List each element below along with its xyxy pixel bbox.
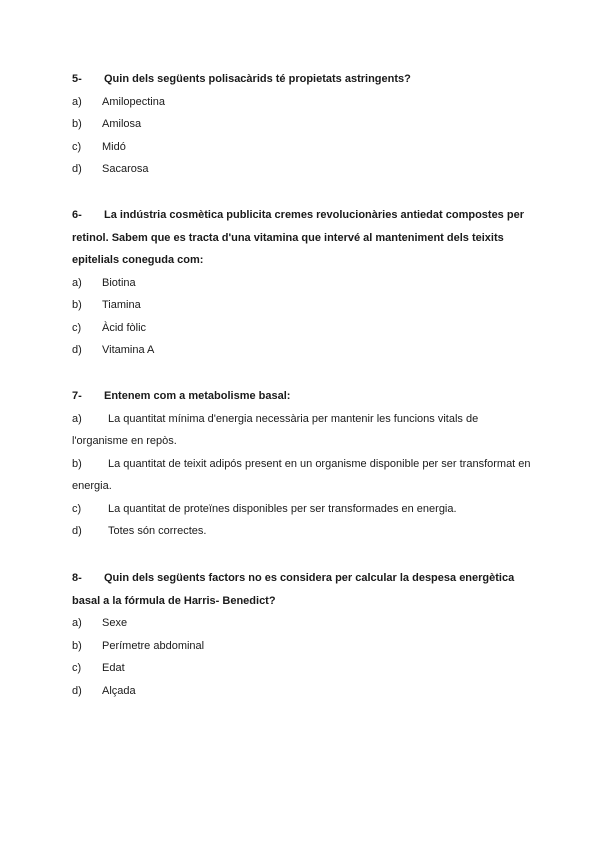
- option-c: [72, 498, 532, 521]
- option-letter: d): [72, 525, 82, 537]
- option-a: [72, 91, 532, 114]
- question-text: Entenem com a metabolisme basal:: [104, 390, 291, 402]
- question-title: [72, 567, 532, 612]
- option-text: Totes són correctes.: [108, 525, 207, 537]
- question-7: [72, 385, 532, 543]
- option-text: Vitamina A: [102, 344, 155, 356]
- option-letter: a): [72, 617, 82, 629]
- question-title: [72, 385, 532, 408]
- option-letter: c): [72, 321, 82, 334]
- option-d: [72, 339, 532, 362]
- option-c: [72, 657, 532, 680]
- option-letter: c): [72, 662, 82, 674]
- option-text: Biotina: [102, 276, 136, 289]
- question-number: 6-: [72, 209, 82, 221]
- option-b: [72, 453, 532, 498]
- option-d: [72, 680, 532, 703]
- option-text: Sacarosa: [102, 163, 149, 175]
- option-text: Amilosa: [102, 118, 142, 130]
- question-title: [72, 68, 532, 91]
- option-letter: d): [72, 684, 82, 697]
- option-letter: b): [72, 299, 82, 311]
- question-8: [72, 567, 532, 702]
- option-text: Perímetre abdominal: [102, 639, 205, 652]
- option-letter: c): [72, 502, 82, 515]
- question-number: 5-: [72, 73, 82, 85]
- option-text: Sexe: [102, 617, 128, 629]
- option-b: [72, 113, 532, 136]
- option-d: [72, 520, 532, 543]
- question-title: [72, 204, 532, 272]
- option-letter: d): [72, 163, 82, 175]
- option-letter: b): [72, 457, 82, 470]
- option-c: [72, 317, 532, 340]
- option-text: Midó: [102, 140, 126, 153]
- option-letter: a): [72, 276, 82, 289]
- question-text: La indústria cosmètica publicita cremes revolucionàries antiedat compostes per retinol. Sabem que es tracta d'una vitamina que intervé al manteniment dels teixits epitelials coneguda com:: [72, 209, 524, 266]
- question-number: 7-: [72, 390, 82, 402]
- option-text: Amilopectina: [102, 95, 165, 108]
- question-6: [72, 204, 532, 362]
- option-text: La quantitat mínima d'energia necessària per mantenir les funcions vitals de l'organisme en repòs.: [72, 412, 479, 447]
- option-letter: a): [72, 412, 82, 425]
- option-text: Alçada: [102, 684, 136, 697]
- option-b: [72, 635, 532, 658]
- option-text: Tiamina: [102, 299, 141, 311]
- option-b: [72, 294, 532, 317]
- option-a: [72, 272, 532, 295]
- option-a: [72, 612, 532, 635]
- question-text: Quin dels següents factors no es considera per calcular la despesa energètica basal a la fórmula de Harris- Benedict?: [72, 572, 515, 607]
- option-text: Edat: [102, 662, 125, 674]
- option-text: La quantitat de proteïnes disponibles per ser transformades en energia.: [108, 502, 457, 515]
- question-number: 8-: [72, 572, 82, 584]
- option-letter: d): [72, 344, 82, 356]
- option-c: [72, 136, 532, 159]
- question-5: [72, 68, 532, 181]
- option-letter: b): [72, 118, 82, 130]
- option-d: [72, 158, 532, 181]
- option-letter: a): [72, 95, 82, 108]
- option-text: Àcid fòlic: [102, 321, 147, 334]
- option-letter: b): [72, 639, 82, 652]
- question-text: Quin dels següents polisacàrids té propietats astringents?: [104, 73, 411, 85]
- option-text: La quantitat de teixit adipós present en un organisme disponible per ser transformat en energia.: [72, 457, 531, 492]
- option-a: [72, 408, 532, 453]
- option-letter: c): [72, 140, 82, 153]
